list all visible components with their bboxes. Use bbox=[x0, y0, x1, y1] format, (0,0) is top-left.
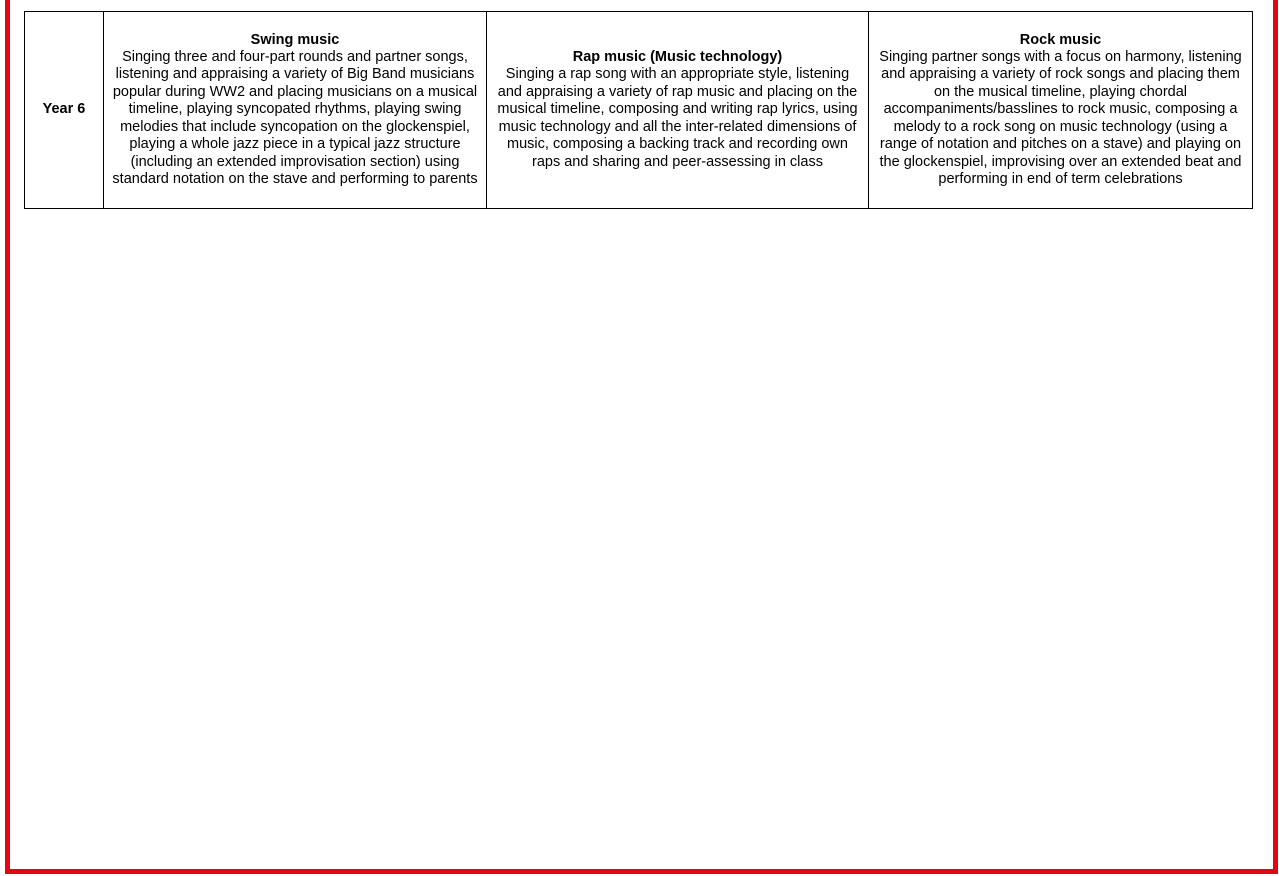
unit-title: Swing music bbox=[250, 31, 340, 48]
unit-cell-rock bbox=[869, 12, 1253, 209]
curriculum-table bbox=[24, 11, 1253, 209]
unit-description: Singing partner songs with a focus on harmony, listening and appraising a variety of rock songs and placing them on the musical timeline, playing chordal accompaniments/basslines to rock music, composing a melody to a rock song on music technology (using a range of notation and pitches on a stave) and playing on the glockenspiel, improvising over an extended beat and performing in end of term celebrations bbox=[879, 49, 1242, 187]
year-label-cell: Year 6 bbox=[25, 12, 104, 209]
unit-title: Rock music bbox=[1019, 31, 1102, 48]
unit-title: Rap music (Music technology) bbox=[572, 49, 783, 66]
unit-description: Singing a rap song with an appropriate style, listening and appraising a variety of rap music and placing on the musical timeline, composing and writing rap lyrics, using music technology and all the inter-related dimensions of music, composing a backing track and recording own raps and sharing and peer-assessing in class bbox=[497, 66, 858, 170]
table-row bbox=[25, 12, 1253, 209]
unit-cell-rap bbox=[487, 12, 869, 209]
unit-description: Singing three and four-part rounds and partner songs, listening and appraising a variety of Big Band musicians popular during WW2 and placing musicians on a musical timeline, playing syncopated rhythms, playing swing melodies that include syncopation on the glockenspiel, playing a whole jazz piece in a typical jazz structure (including an extended improvisation section) using standard notation on the stave and performing to parents bbox=[112, 49, 478, 187]
unit-cell-swing bbox=[104, 12, 487, 209]
